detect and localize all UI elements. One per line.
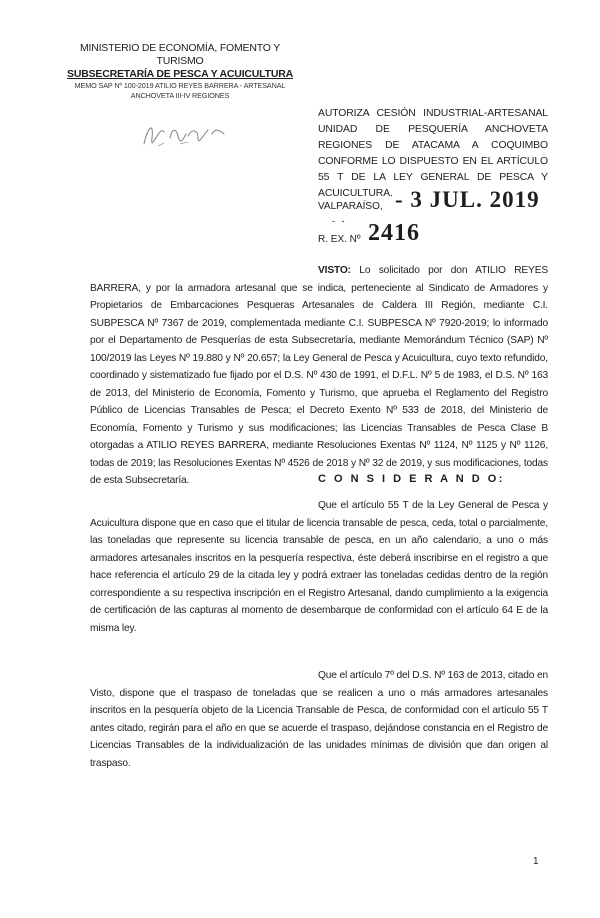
subsecretaria-name: SUBSECRETARÍA DE PESCA Y ACUICULTURA — [67, 68, 293, 80]
date-stamp: - 3 JUL. 2019 — [395, 187, 540, 212]
resolution-subject: AUTORIZA CESIÓN INDUSTRIAL-ARTESANAL UNIDAD DE PESQUERÍA ANCHOVETA REGIONES DE ATACAMA A COQUIMBO CONFORME LO DISPUESTO EN EL ARTÍCULO 55 T DE LA LEY GENERAL DE PESCA Y ACUICULTURA. — [318, 108, 548, 199]
considerando-heading: C O N S I D E R A N D O: — [318, 473, 505, 485]
letterhead — [60, 42, 300, 101]
visto-text: Lo solicitado por don ATILIO REYES BARRERA, y por la armadora artesanal que se indica, perteneciente al Sindicato de Armadores y Propietarios de Embarcaciones Pesqueras Artesanales de Caldera III Región, mediante C.I. SUBPESCA Nº 7367 de 2019, complementada mediante C.I. SUBPESCA Nº 7920-2019; lo informado por el Departamento de Pesquerías de esta Subsecretaría, mediante Memorándum Técnico (SAP) Nº 100/2019 las Leyes Nº 19.880 y Nº 20.657; la Ley General de Pesca y Acuicultura, cuyo texto refundido, coordinado y sistematizado fue fijado por el D.S. Nº 430 de 1991, el D.F.L. Nº 5 de 1983, el D.S. Nº 163 de 2013, del Ministerio de Economía, Fomento y Turismo, que aprueba el Reglamento del Registro Público de Licencias Transables de Pesca; el Decreto Exento Nº 533 de 2018, del Ministerio de Economía, Fomento y Turismo y sus modificaciones; las Licencias Transables de Pesca Clase B otorgadas a ATILIO REYES BARRERA, mediante Resoluciones Exentas Nº 1124, Nº 1125 y Nº 1126, todas de 2019; las Resoluciones Exentas Nº 4526 de 2018 y Nº 32 de 2019, y sus modificaciones, todas de esta Subsecretaría. — [90, 265, 548, 486]
considerando-paragraph-2: Que el artículo 7º del D.S. Nº 163 de 2013, citado en Visto, dispone que el traspaso de toneladas que se realicen a uno o más armadores artesanales inscritos en la pesquería objeto de la Licencia Transable de Pesca, de conformidad con el artículo 55 T antes citado, regirán para el año en que se acuerde el traspaso, dejándose constancia en el Registro de Licencias Transables de la individualización de las unidades mínimas de división que dan origen al traspaso. — [90, 670, 548, 769]
memo-reference: MEMO SAP Nº 100-2019 ATILIO REYES BARRERA - ARTESANAL — [74, 81, 286, 90]
signature-initials-icon — [140, 118, 230, 150]
separator-dashes: ‐ ‐ — [332, 216, 347, 226]
page-number: 1 — [533, 856, 539, 867]
visto-heading: VISTO: — [318, 265, 351, 276]
visto-paragraph — [90, 262, 548, 490]
resolution-number: 2416 — [368, 220, 420, 246]
considerando-paragraph-1: Que el artículo 55 T de la Ley General de Pesca y Acuicultura dispone que en caso que el titular de licencia transable de pesca, ceda, total o parcialmente, las toneladas que represente su licencia transable de pesca, en un año calendario, a uno o más armadores artesanales inscritos en la pesquería respectiva, éste deberá inscribirse en el registro a que hace referencia el artículo 29 de la citada ley y podrá extraer las toneladas cedidas dentro de la región correspondiente a su respectiva inscripción en el Registro Artesanal, dando cumplimiento a la exigencia de certificación de las capturas al momento de desembarque de conformidad con el artículo 64 E de la misma ley. — [90, 500, 548, 634]
place-label: VALPARAÍSO, — [318, 201, 383, 212]
species-region: ANCHOVETA III-IV REGIONES — [130, 91, 230, 100]
resolution-label: R. EX. Nº — [318, 234, 361, 245]
ministry-name: MINISTERIO DE ECONOMÍA, FOMENTO Y TURISMO — [79, 42, 281, 67]
